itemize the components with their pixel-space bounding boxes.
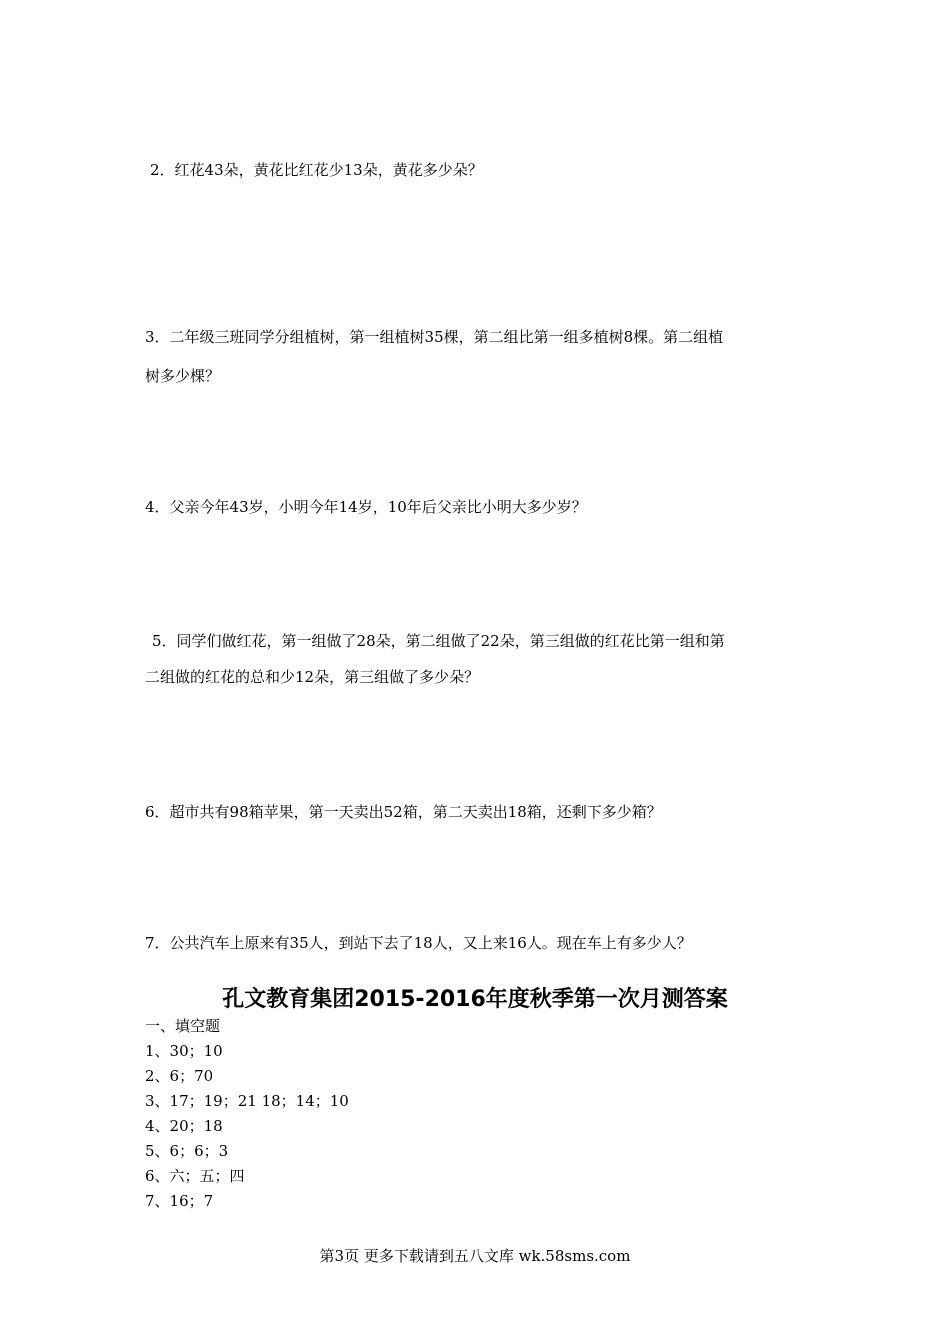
answer-section-heading: 一、填空题	[145, 1017, 221, 1035]
question-7: 7．公共汽车上原来有35人，到站下去了18人，又上来16人。现在车上有多少人？	[145, 934, 692, 952]
answer-item: 2、6；70	[145, 1067, 214, 1085]
answer-key-title: 孔文教育集团2015-2016年度秋季第一次月测答案	[222, 987, 728, 1012]
question-3-line-2: 树多少棵？	[145, 367, 221, 385]
question-3-line-1: 3．二年级三班同学分组植树，第一组植树35棵，第二组比第一组多植树8棵。第二组植	[145, 328, 724, 346]
question-5-line-2: 二组做的红花的总和少12朵，第三组做了多少朵？	[145, 668, 480, 686]
page-footer: 第3页 更多下载请到五八文库 wk.58sms.com	[319, 1247, 631, 1265]
answer-item: 5、6；6；3	[145, 1142, 229, 1160]
answer-item: 3、17；19；21 18；14；10	[145, 1092, 349, 1110]
question-5-line-1: 5．同学们做红花，第一组做了28朵，第二组做了22朵，第三组做的红花比第一组和第	[152, 632, 725, 650]
answer-item: 1、30；10	[145, 1042, 223, 1060]
answer-item: 6、六；五；四	[145, 1167, 245, 1185]
answer-item: 7、16；7	[145, 1192, 214, 1210]
question-4: 4．父亲今年43岁，小明今年14岁，10年后父亲比小明大多少岁？	[145, 498, 587, 516]
question-2: 2．红花43朵，黄花比红花少13朵，黄花多少朵？	[150, 161, 483, 179]
question-6: 6．超市共有98箱苹果，第一天卖出52箱，第二天卖出18箱，还剩下多少箱？	[145, 803, 662, 821]
answer-item: 4、20；18	[145, 1117, 223, 1135]
